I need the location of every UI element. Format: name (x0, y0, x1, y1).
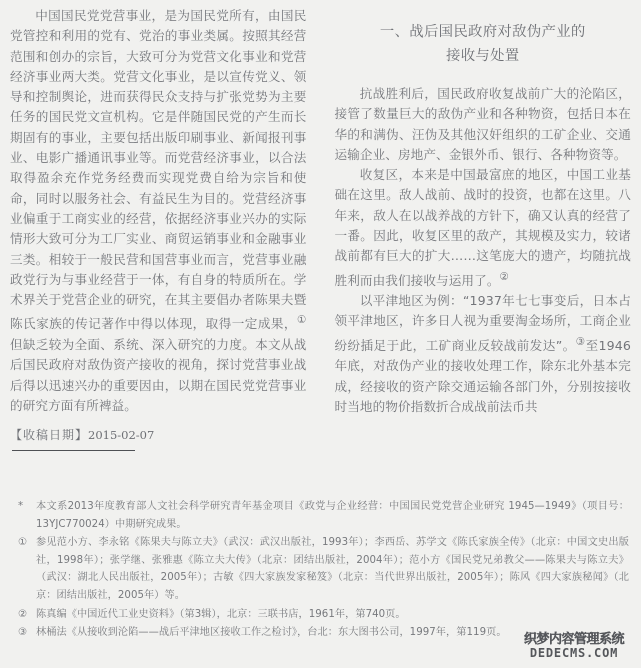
left-column (10, 6, 321, 498)
right-paragraph-1: 抗战胜利后，国民政府收复战前广大的沦陷区，接管了数量巨大的敌伪产业和各种物资，包括日本在华的和满伪、汪伪及其他汉奸组织的工矿企业、交通运输企业、房地产、金银外币、银行、各种物资等。 (334, 86, 631, 162)
watermark-chinese-text: 织梦内容管理系统 (523, 631, 624, 647)
left-paragraph-1: 中国国民党党营事业，是为国民党所有，由国民党管控和利用的党有、党治的事业类属。按照其经营范围和创办的宗旨，大致可分为党营文化事业和党营经济事业两大类。党营文化事业，是以宣传党义、领导和控制舆论，进而获得民众支持与扩张党势为主要任务的国民党文宣机构。它是伴随国民党的产生而长期固有的事业，主要包括出版印刷事业、新闻报刊事业、电影广播通讯事业等。而党营经济事业，以合法取得盈余充作党务经费而实现党费自给为宗旨和使命，同时以服务社会、有益民生为目的。党营经济事业偏重于工商实业的经营，依据经济事业兴办的实际情形大致可分为工厂实业、商贸运销事业和金融事业三类。相较于一般民营和国营事业而言，党营事业融政党行为与事业经营于一体，有自身的特质所在。学术界关于党营企业的研究，在其主要倡办者陈果夫暨陈氏家族的传记著作中得以体现，取得一定成果，①但缺乏较为全面、系统、深入研究的力度。本文从战后国民政府对敌伪资产接收的视角，探讨党营事业战后得以迅速兴办的重要因由，以期在国民党党营事业的研究方面有所裨益。 (10, 8, 307, 413)
footnote-mark: ② (18, 608, 28, 620)
section-heading-line-2: 接收与处置 (446, 48, 520, 64)
footnote-item (14, 498, 629, 533)
footnote-item (14, 606, 629, 624)
right-column (321, 6, 632, 498)
footnote-separator-rule (12, 450, 135, 451)
received-date-value: 2015-02-07 (88, 428, 155, 443)
right-paragraph-2: 收复区，本来是中国最富庶的地区，中国工业基础在这里。敌人战前、战时的投资，也都在这里。八年来，敌人在以战养战的方针下，确又认真的经营了一番。因此，收复区里的敌产，其规模及实力，较诸战前都有巨大的扩大……这笔庞大的遗产，均随抗战胜利而由我们接收与运用了。② (334, 167, 631, 288)
footnote-block (0, 498, 641, 643)
footnote-text: 本文系2013年度教育部人文社会科学研究青年基金项目《政党与企业经营：中国国民党党营企业研究 1945—1949》（项目号：13YJC770024）中期研究成果。 (36, 501, 629, 530)
right-paragraph-3: 以平津地区为例：“1937年七七事变后，日本占领平津地区，许多日人视为重要淘金场所，工商企业纷纷插足于此，工矿商业反较战前发达”。③至1946年底，对敌伪产业的接收处理工作，除东北外基本完成，经接收的资产除交通运输各部门外，分别按接收时当地的物价指数折合成战前法币共 (334, 293, 631, 414)
footnote-mark: * (18, 501, 24, 512)
section-heading-line-1: 一、战后国民政府对敌伪产业的 (379, 24, 586, 40)
watermark-latin-text: DEDECMS.COM (529, 646, 619, 661)
footnote-mark: ③ (18, 627, 28, 639)
section-heading (335, 20, 632, 68)
footnote-item (14, 534, 629, 604)
footnote-text: 陈真编《中国近代工业史资料》（第3辑），北京：三联书店，1961年，第740页。 (36, 608, 406, 620)
footnote-text: 林桶法《从接收到沦陷——战后平津地区接收工作之检讨》，台北：东大图书公司，1997年，第119页。 (36, 627, 507, 639)
footnote-mark: ① (18, 537, 28, 549)
dedecms-watermark (511, 633, 637, 660)
received-date-line (10, 426, 307, 444)
received-date-label: 【收稿日期】 (10, 428, 89, 443)
footnote-text: 参见范小方、李永铭《陈果夫与陈立夫》（武汉：武汉出版社，1993年）；李西岳、苏学文《陈氏家族全传》（北京：中国文史出版社，1998年）；张学继、张雅惠《陈立夫大传》（北京：团结出版社，2004年）；范小方《国民党兄弟教父——陈果夫与陈立夫》（武汉：湖北人民出版社，2005年）；古敏《四大家族发家秘笈》（北京：当代世界出版社，2005年）；陈风《四大家族秘闻》（北京：团结出版社，2005年）等。 (36, 537, 629, 601)
